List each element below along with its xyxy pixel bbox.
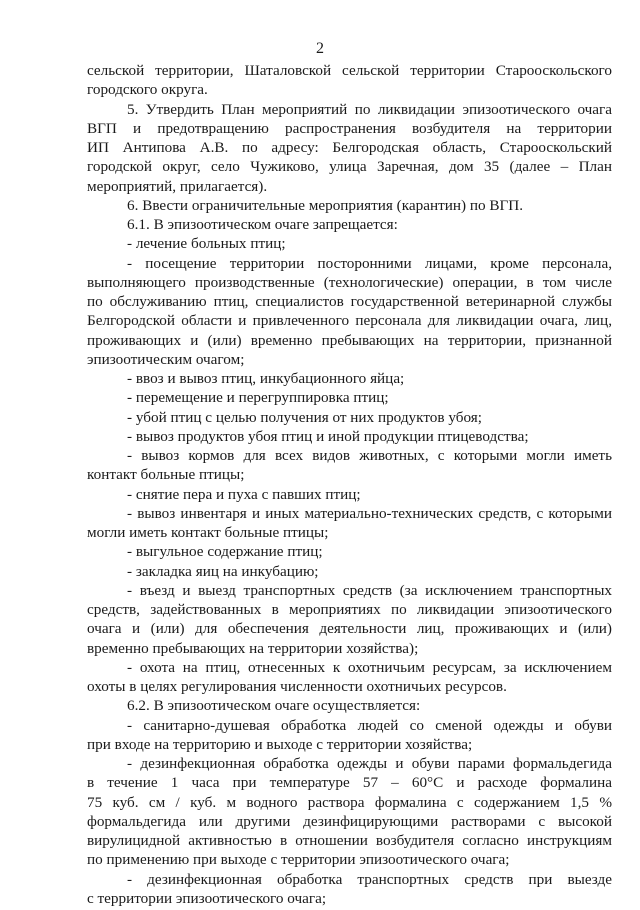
text-line: при входе на территорию и выходе с территории хозяйства; xyxy=(87,735,473,753)
text-line: проживающих и (или) временно пребывающих на территории, признанной xyxy=(87,331,612,349)
text-line: 6.1. В эпизоотическом очаге запрещается: xyxy=(127,216,398,233)
text-line: - охота на птиц, отнесенных к охотничьим ресурсам, за исключением xyxy=(127,658,612,676)
text-line: средств, задействованных в мероприятиях по ликвидации эпизоотического xyxy=(87,601,612,618)
text-line: выполняющего производственные (технологические) операции, в том числе xyxy=(87,273,612,291)
text-line: 6. Ввести ограничительные мероприятия (карантин) по ВГП. xyxy=(127,196,524,214)
text-line: городского округа. xyxy=(87,81,208,99)
text-line: Белгородской области и привлеченного персонала для ликвидации очага, лиц, xyxy=(87,312,612,330)
text-line: - лечение больных птиц; xyxy=(127,235,286,253)
text-line: ИП Антипова А.В. по адресу: Белгородская область, Старооскольский xyxy=(87,139,612,156)
text-line: - дезинфекционная обработка транспортных средств при выезде xyxy=(127,870,612,888)
text-line: вирулицидной активностью в отношении возбудителя согласно инструкциям xyxy=(87,832,612,849)
text-line: сельской территории, Шаталовской сельской территории Старооскольского xyxy=(87,62,612,79)
text-line: с территории эпизоотического очага; xyxy=(87,889,327,907)
text-line: - вывоз кормов для всех видов животных, с которыми могли иметь xyxy=(127,447,612,464)
text-line: - убой птиц с целью получения от них продуктов убоя; xyxy=(127,408,482,426)
text-line: очага и (или) для обеспечения деятельности лиц, проживающих и (или) xyxy=(87,620,612,638)
text-line: охоты в целях регулирования численности охотничьих ресурсов. xyxy=(87,678,507,695)
text-line: мероприятий, прилагается). xyxy=(87,177,268,195)
text-line: по обслуживанию птиц, специалистов государственной ветеринарной службы xyxy=(87,293,612,310)
text-line: - перемещение и перегруппировка птиц; xyxy=(127,389,389,407)
text-line: - въезд и выезд транспортных средств (за исключением транспортных xyxy=(127,581,612,599)
text-line: 5. Утвердить План мероприятий по ликвидации эпизоотического очага xyxy=(127,100,612,118)
text-line: - дезинфекционная обработка одежды и обуви парами формальдегида xyxy=(127,755,612,772)
text-line: - ввоз и вывоз птиц, инкубационного яйца; xyxy=(127,370,405,387)
text-line: - вывоз инвентаря и иных материально-технических средств, с которыми xyxy=(127,504,612,522)
text-line: - санитарно-душевая обработка людей со сменой одежды и обуви xyxy=(127,716,612,734)
text-line: - выгульное содержание птиц; xyxy=(127,543,323,561)
text-line: временно пребывающих на территории хозяйства); xyxy=(87,639,419,657)
text-line: 75 куб. см / куб. м водного раствора формалина с содержанием 1,5 % xyxy=(87,793,612,811)
text-line: в течение 1 часа при температуре 57 – 60°С и расходе формалина xyxy=(87,774,612,792)
text-line: формальдегида или другими дезинфицирующими растворами с высокой xyxy=(87,812,612,830)
text-line: - посещение территории посторонними лицами, кроме персонала, xyxy=(127,254,612,272)
page-number: 2 xyxy=(316,40,324,57)
text-line: эпизоотическим очагом; xyxy=(87,350,245,368)
text-line: городской округ, село Чужиково, улица Заречная, дом 35 (далее – План xyxy=(87,158,612,176)
text-line: по применению при выходе с территории эпизоотического очага; xyxy=(87,851,510,869)
text-line: контакт больные птицы; xyxy=(87,466,245,484)
text-line: - вывоз продуктов убоя птиц и иной продукции птицеводства; xyxy=(127,427,529,445)
text-line: ВГП и предотвращению распространения возбудителя на территории xyxy=(87,119,612,137)
text-line: - снятие пера и пуха с павших птиц; xyxy=(127,485,361,503)
text-line: могли иметь контакт больные птицы; xyxy=(87,524,329,541)
text-line: 6.2. В эпизоотическом очаге осуществляется: xyxy=(127,697,421,715)
text-line: - закладка яиц на инкубацию; xyxy=(127,562,319,580)
